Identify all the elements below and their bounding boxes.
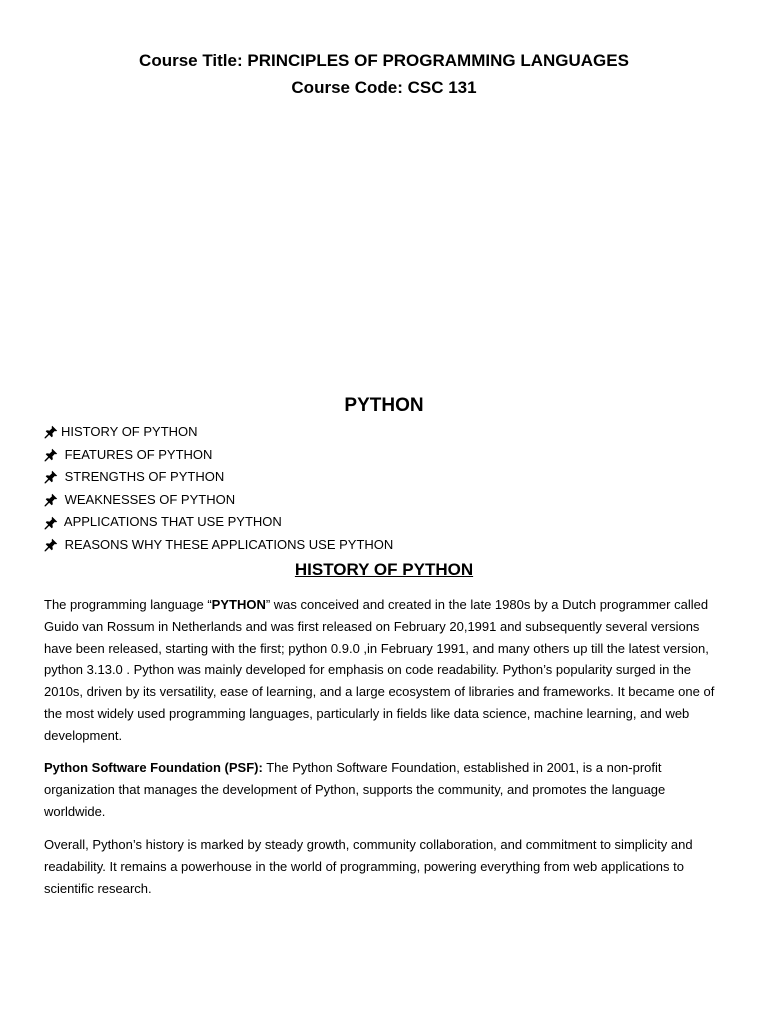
pushpin-icon	[44, 425, 58, 439]
topic-label: REASONS WHY THESE APPLICATIONS USE PYTHON	[61, 536, 394, 552]
history-heading: HISTORY OF PYTHON	[294, 560, 474, 579]
p1-python-bold: PYTHON	[211, 597, 266, 612]
history-paragraph-3: Overall, Python’s history is marked by steady growth, community collaboration, and commitment to simplicity and readability. It remains a powerhouse in the world of programming, powering everything from web applications to scientific research.	[44, 837, 693, 896]
topic-label: FEATURES OF PYTHON	[61, 446, 213, 462]
main-heading: PYTHON	[344, 395, 424, 416]
course-code-label: Course Code:	[291, 78, 408, 97]
list-item	[44, 444, 724, 467]
psf-label: Python Software Foundation (PSF):	[44, 760, 263, 775]
pushpin-icon	[44, 538, 58, 552]
pushpin-icon	[44, 493, 58, 507]
topic-list	[44, 421, 724, 557]
pushpin-icon	[44, 448, 58, 462]
course-code	[0, 75, 768, 100]
psf-text: The Python Software Foundation, established in 2001, is a non-profit organization that manages the development of Python, supports the community, and promotes the language worldwide.	[44, 760, 666, 819]
course-title-label: Course Title:	[139, 51, 248, 70]
p1-text-after: ” was conceived and created in the late 1980s by a Dutch programmer called Guido van Rossum in Netherlands and was first released on February 20,1991 and subsequently several versions have been released, starting with the first; python 0.9.0 ,in February 1991, and many others up till the latest version, python 3.13.0 . Python was mainly developed for emphasis on code readability. Python’s popularity surged in the 2010s, driven by its versatility, ease of learning, and a large ecosystem of libraries and frameworks. It became one of the most widely used programming languages, particularly in fields like data science, machine learning, and web development.	[44, 597, 715, 743]
list-item	[44, 466, 724, 489]
history-paragraph-1	[44, 594, 728, 747]
course-title-value: PRINCIPLES OF PROGRAMMING LANGUAGES	[247, 51, 629, 70]
history-paragraph-2	[44, 757, 728, 822]
list-item	[44, 511, 724, 534]
p1-text-before: The programming language “	[44, 597, 212, 612]
topic-label: HISTORY OF PYTHON	[61, 424, 198, 439]
list-item	[44, 534, 724, 557]
pushpin-icon	[44, 516, 58, 530]
topic-label: WEAKNESSES OF PYTHON	[61, 491, 236, 507]
topic-label: APPLICATIONS THAT USE PYTHON	[61, 514, 282, 530]
list-item	[44, 489, 724, 512]
pushpin-icon	[44, 470, 58, 484]
list-item	[44, 421, 724, 444]
course-title	[0, 48, 768, 73]
course-code-value: CSC 131	[407, 78, 477, 97]
topic-label: STRENGTHS OF PYTHON	[61, 469, 225, 485]
